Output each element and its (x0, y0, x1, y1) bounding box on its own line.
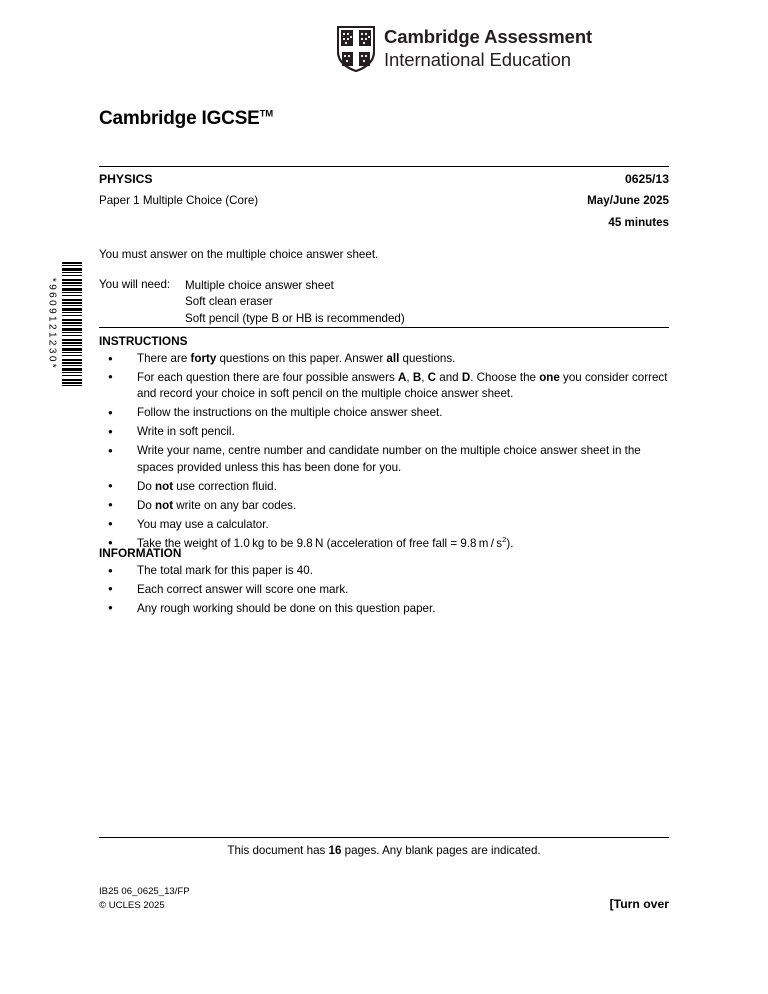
instructions-heading: INSTRUCTIONS (99, 334, 188, 348)
you-will-need-item: Multiple choice answer sheet (185, 279, 334, 292)
list-item: ● Write your name, centre number and candidate number on the multiple choice answer sheet in the spaces provided unless this has been done for you. (99, 443, 669, 476)
list-item: ● Follow the instructions on the multiple choice answer sheet. (99, 405, 669, 421)
page-title (99, 108, 273, 130)
list-item: ● The total mark for this paper is 40. (99, 563, 435, 579)
cambridge-crest-icon (337, 26, 375, 72)
trademark-symbol: TM (259, 108, 273, 120)
divider-bottom (99, 837, 669, 838)
turn-over-label: [Turn over (609, 897, 669, 911)
exam-session: May/June 2025 (587, 194, 669, 207)
list-item: ● Any rough working should be done on this question paper. (99, 601, 435, 617)
document-page-count: This document has 16 pages. Any blank pages are indicated. (227, 844, 541, 857)
barcode-number: *9609121230* (46, 277, 57, 371)
syllabus-code: 0625/13 (624, 172, 669, 186)
logo-line-2: International Education (384, 49, 571, 70)
barcode (44, 262, 82, 386)
subject-row (99, 172, 669, 186)
list-item: ● Do not use correction fluid. (99, 479, 669, 495)
list-item: ● There are forty questions on this paper. Answer all questions. (99, 351, 669, 367)
logo-wordmark (384, 26, 592, 71)
paper-name: Paper 1 Multiple Choice (Core) (99, 194, 259, 207)
cambridge-assessment-logo (337, 26, 592, 72)
qualification-name: Cambridge IGCSE (99, 108, 260, 129)
you-will-need-label: You will need: (99, 278, 171, 291)
barcode-bars (62, 262, 82, 386)
barcode-label (44, 262, 59, 386)
list-item: ● For each question there are four possible answers A, B, C and D. Choose the one you consider correct and record your choice in soft pencil on the multiple choice answer sheet. (99, 370, 669, 403)
you-will-need-item: Soft clean eraser (185, 295, 273, 309)
you-will-need-items (185, 278, 405, 327)
you-will-need-block (99, 278, 405, 327)
list-item: ● Each correct answer will score one mark. (99, 582, 435, 598)
instructions-list (99, 351, 669, 554)
answer-sheet-note: You must answer on the multiple choice answer sheet. (99, 248, 379, 261)
document-reference: IB25 06_0625_13/FP (99, 886, 190, 897)
subject-name: PHYSICS (99, 172, 153, 186)
paper-row (99, 194, 669, 207)
list-item: ● Write in soft pencil. (99, 424, 669, 440)
copyright-notice: © UCLES 2025 (99, 899, 165, 911)
list-item: ● You may use a calculator. (99, 517, 669, 533)
information-list (99, 563, 435, 620)
divider-instructions (99, 327, 669, 328)
list-item: ● Do not write on any bar codes. (99, 498, 669, 514)
list-item: ● Take the weight of 1.0 kg to be 9.8 N (acceleration of free fall = 9.8 m / $s^2$). (99, 536, 669, 552)
divider-top (99, 166, 669, 167)
information-heading: INFORMATION (99, 546, 182, 560)
logo-line-1: Cambridge Assessment (384, 26, 593, 48)
you-will-need-item: Soft pencil (type B or HB is recommended) (185, 311, 405, 325)
duration: 45 minutes (608, 216, 669, 229)
